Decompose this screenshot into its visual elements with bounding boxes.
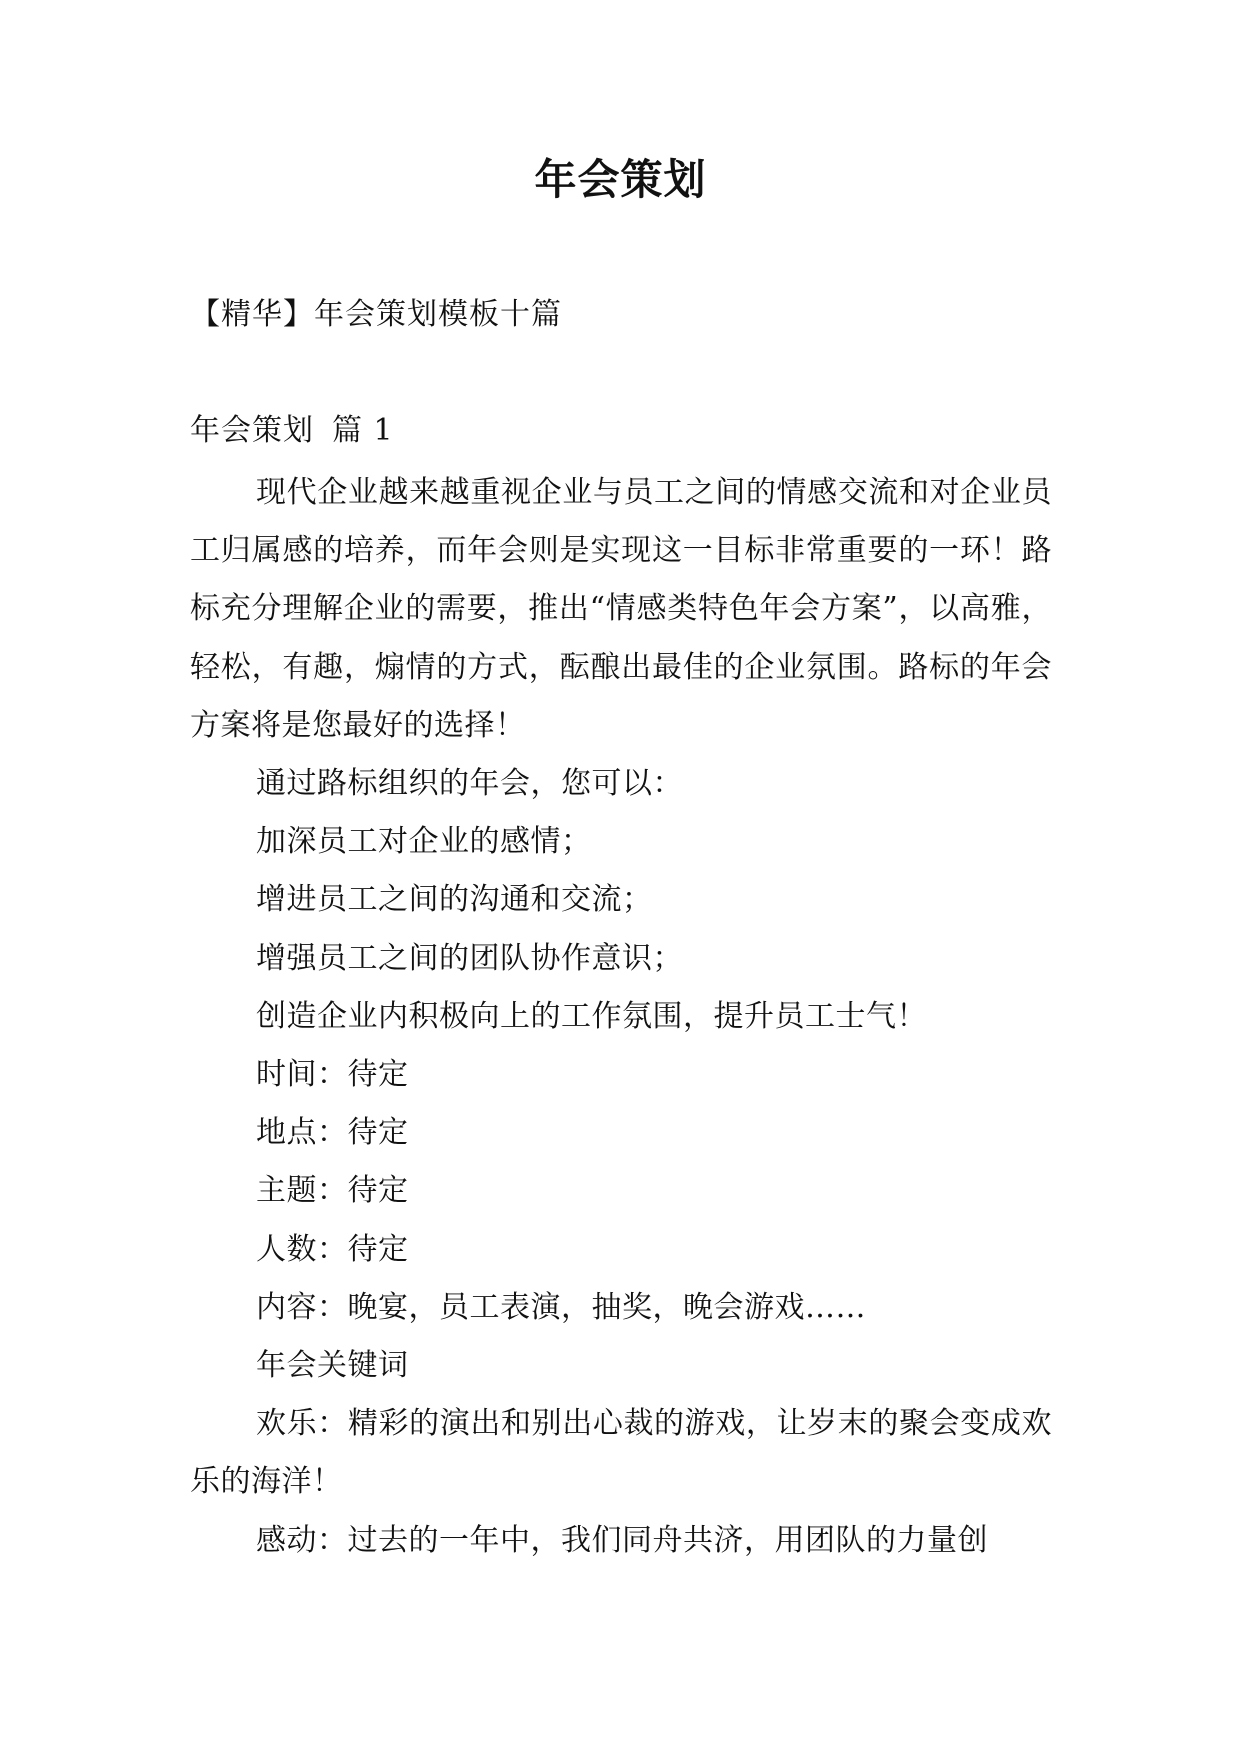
paragraph-benefit-3: 增强员工之间的团队协作意识；	[256, 940, 683, 976]
paragraph-benefit-2: 增进员工之间的沟通和交流；	[256, 882, 653, 918]
paragraph-keyword-moving: 感动：过去的一年中，我们同舟共济，用团队的力量创	[256, 1522, 988, 1558]
paragraph-keywords-heading: 年会关键词	[256, 1348, 409, 1384]
article-heading	[190, 406, 394, 456]
paragraph-content: 内容：晚宴，员工表演，抽奖，晚会游戏……	[256, 1289, 866, 1325]
article-body	[190, 464, 1052, 1570]
paragraph-intro: 现代企业越来越重视企业与员工之间的情感交流和对企业员工归属感的培养，而年会则是实现这一目标非常重要的一环！路标充分理解企业的需要，推出“情感类特色年会方案”，以高雅，轻松，有趣，煽情的方式，酝酿出最佳的企业氛围。路标的年会方案将是您最好的选择！	[190, 475, 1052, 743]
article-heading-name: 年会策划	[190, 413, 314, 448]
paragraph-attendance: 人数：待定	[256, 1231, 409, 1267]
article-heading-number: 篇 1	[332, 413, 394, 448]
paragraph-theme: 主题：待定	[256, 1173, 409, 1209]
document-title: 年会策划	[534, 155, 707, 204]
document-subtitle: 【精华】年会策划模板十篇	[190, 297, 562, 332]
paragraph-time: 时间：待定	[256, 1057, 409, 1093]
paragraph-benefits-lead: 通过路标组织的年会，您可以：	[256, 766, 683, 802]
paragraph-benefit-1: 加深员工对企业的感情；	[256, 824, 592, 860]
paragraph-benefit-4: 创造企业内积极向上的工作氛围，提升员工士气！	[256, 998, 927, 1034]
paragraph-location: 地点：待定	[256, 1115, 409, 1151]
paragraph-keyword-joy: 欢乐：精彩的演出和别出心裁的游戏，让岁末的聚会变成欢乐的海洋！	[190, 1406, 1052, 1500]
